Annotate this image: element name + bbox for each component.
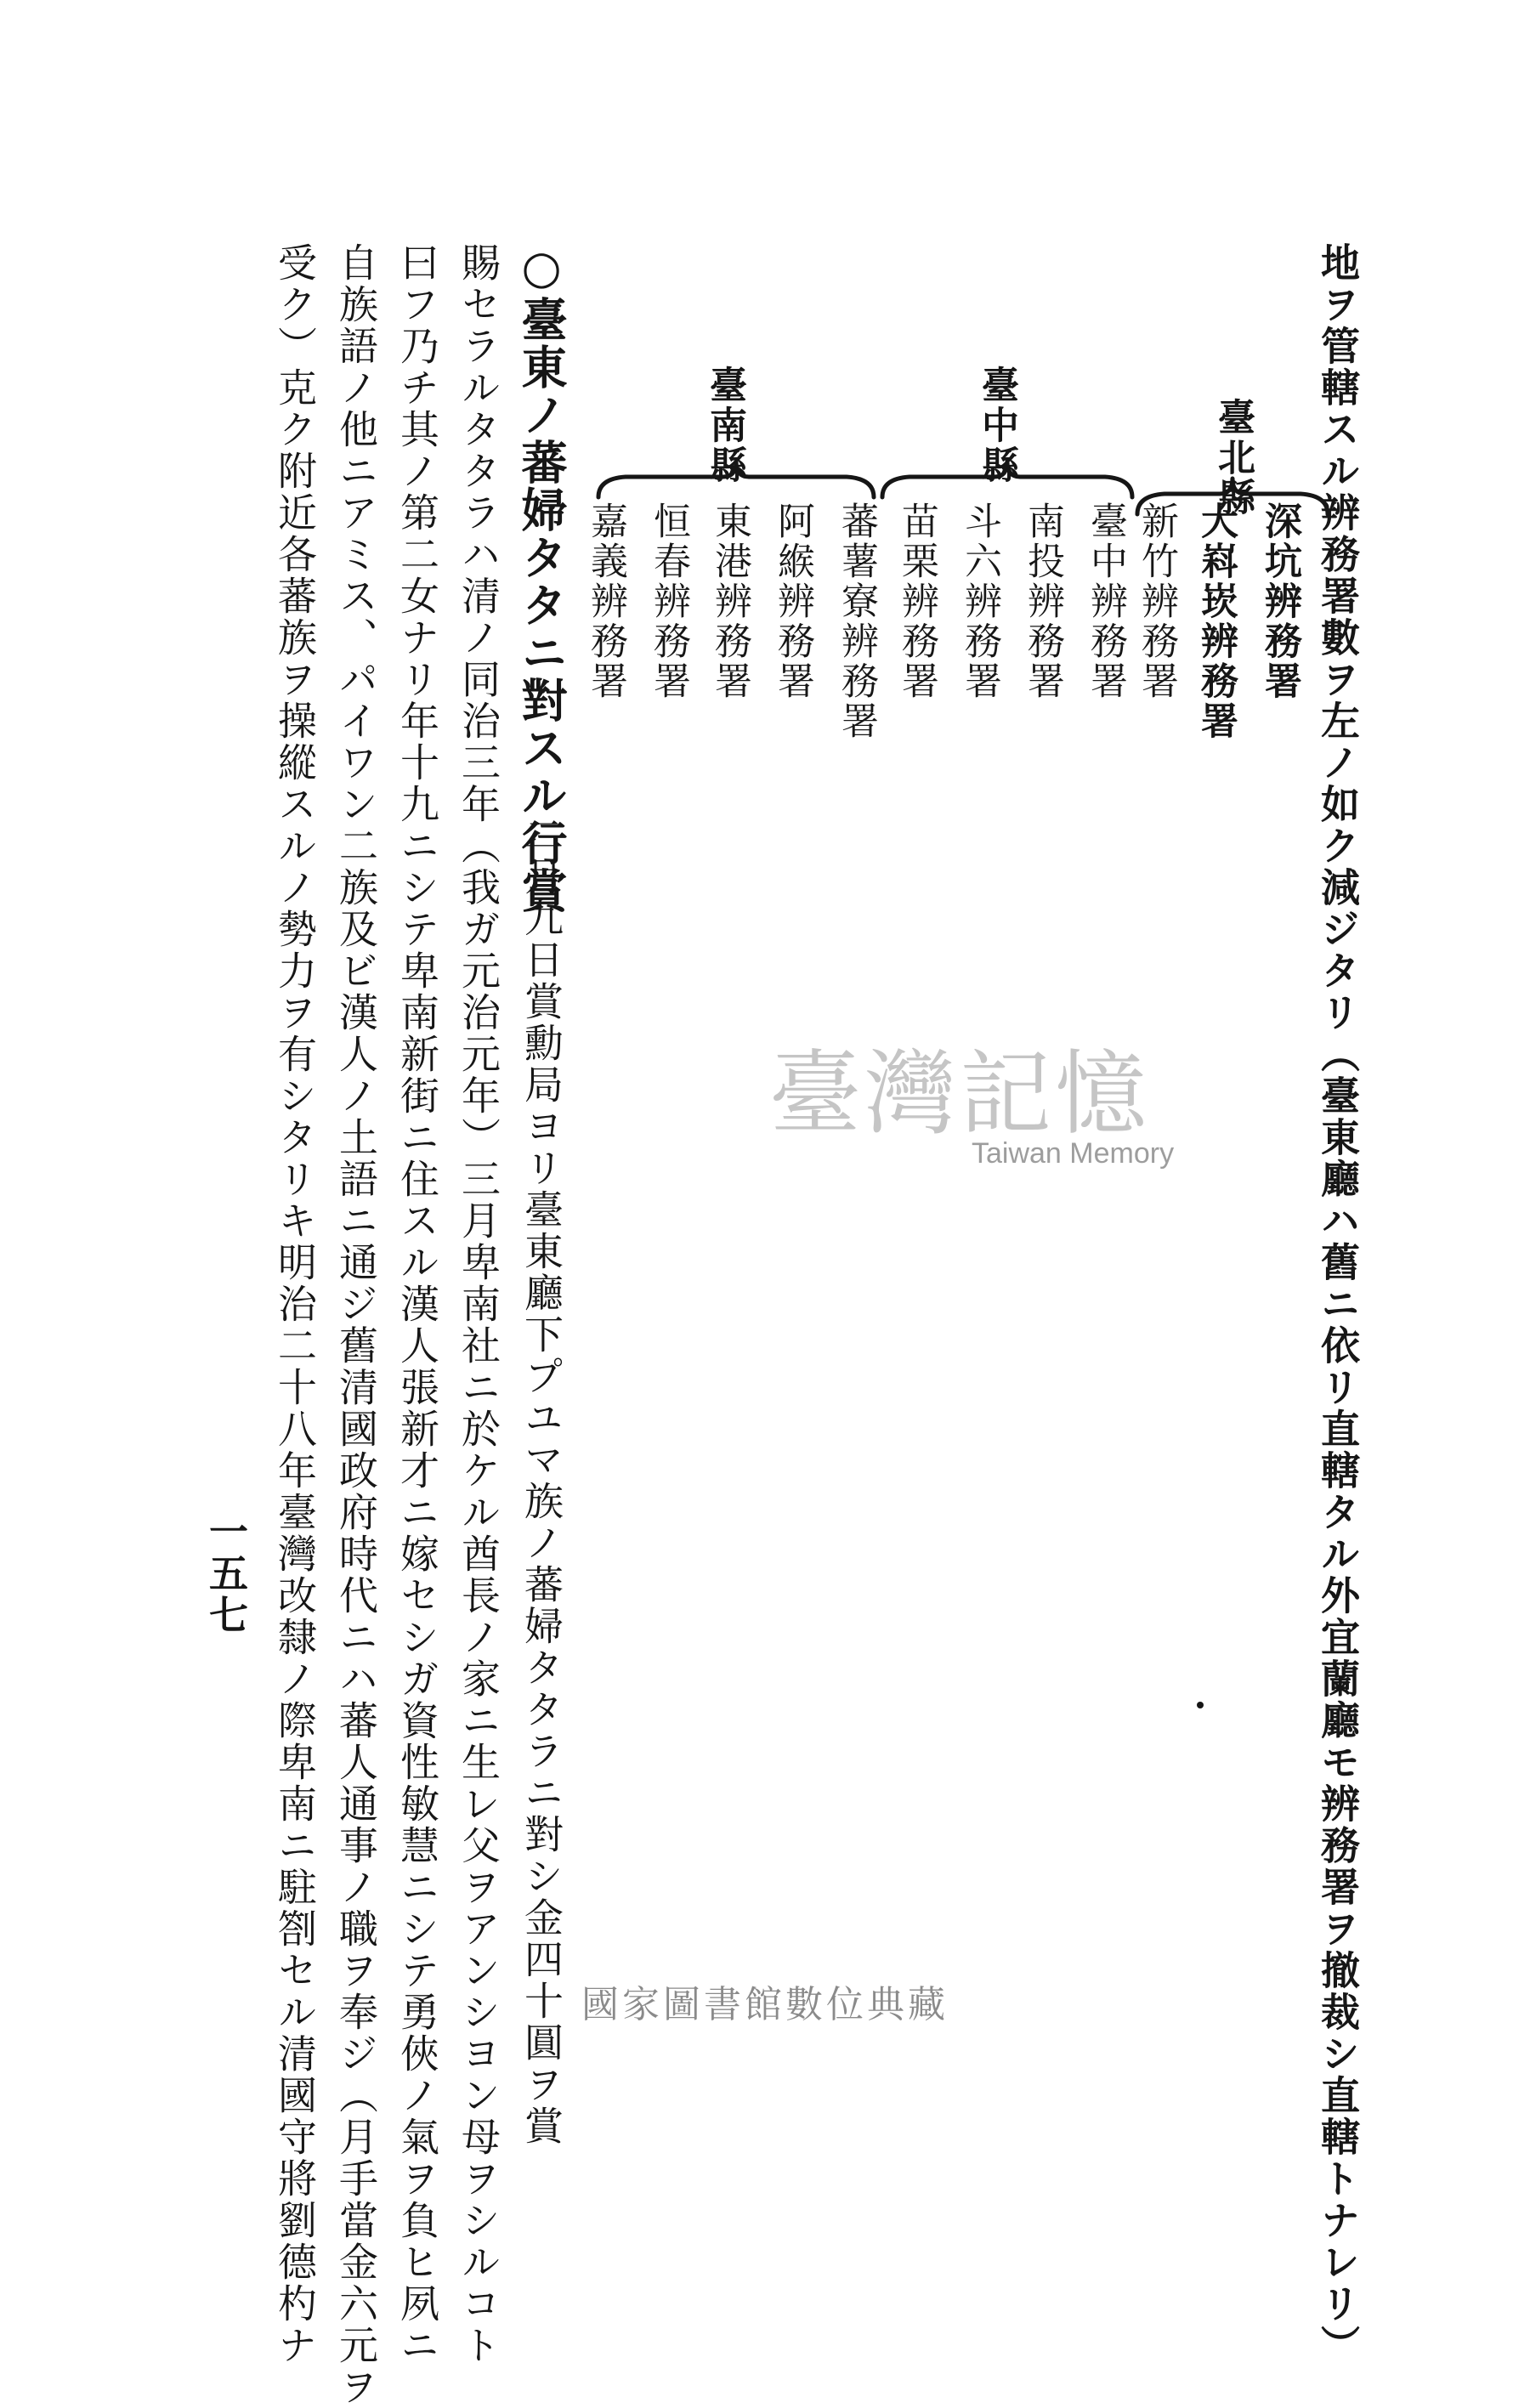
office-koshun: 恒春辨務署	[647, 501, 690, 701]
footer-credit: 國家圖書館數位典藏	[581, 1983, 949, 2026]
county-label-taihoku: 臺北縣	[1211, 398, 1255, 518]
page-number: 一五七	[203, 1511, 249, 1636]
watermark	[769, 1020, 1211, 1190]
article-line-5: 受ク）克ク附近各蕃族ヲ操縱スルノ勢力ヲ有シタリキ明治二十八年臺灣改隸ノ際卑南ニ駐劄セル清國守將劉德杓ナ	[272, 242, 318, 2366]
article-line-2: 賜セラルタタラハ清ノ同治三年（我ガ元治元年）三月卑南社ニ於ケル酋長ノ家ニ生レ父ヲアンシヨン母ヲシルコト	[456, 242, 502, 2366]
office-fukako: 深坑辨務署	[1258, 501, 1301, 701]
county-label-tainan: 臺南縣	[703, 365, 746, 485]
intro-line: 地ヲ管轄スル辨務署數ヲ左ノ如ク減ジタリ（臺東廳ハ舊ニ依リ直轄タル外宜蘭廳モ辨務署ヲ撤裁シ直轄トナレリ）	[1315, 242, 1361, 2366]
ink-dot	[1197, 1702, 1204, 1708]
office-taichu: 臺中辨務署	[1084, 501, 1127, 701]
office-shinchiku: 新竹辨務署	[1135, 501, 1178, 701]
brace-tainan	[592, 455, 881, 506]
office-daikokan: 大嵙崁辨務署	[1194, 501, 1238, 741]
watermark-cjk: 臺灣記憶	[769, 1041, 1151, 1147]
article-line-1: 二月九日賞勳局ヨリ臺東廳下プユマ族ノ蕃婦タタラニ對シ金四十圓ヲ賞	[518, 814, 564, 2147]
office-nanto: 南投辨務署	[1021, 501, 1064, 701]
article-heading: ○臺東ノ蕃婦タタニ對スル行賞	[514, 240, 569, 915]
article-line-3: 曰フ乃チ其ノ第二女ナリ年十九ニシテ卑南新街ニ住スル漢人張新才ニ嫁セシガ資性敏慧ニシテ勇俠ノ氣ヲ負ヒ夙ニ	[394, 242, 440, 2366]
office-toko: 東港辨務署	[708, 501, 751, 701]
county-label-taichu: 臺中縣	[975, 365, 1018, 485]
office-banshoryo: 蕃薯寮辨務署	[835, 501, 878, 741]
brace-taichu	[876, 455, 1139, 506]
office-kagi: 嘉義辨務署	[584, 501, 627, 701]
article-line-4: 自族語ノ他ニアミス、パイワン二族及ビ漢人ノ土語ニ通ジ舊清國政府時代ニハ蕃人通事ノ職ヲ奉ジ（月手當金六元ヲ	[333, 242, 379, 2408]
office-ako: 阿緱辨務署	[771, 501, 814, 701]
watermark-en: Taiwan Memory	[972, 1137, 1175, 1170]
office-toroku: 斗六辨務署	[958, 501, 1001, 701]
office-byoritsu: 苗栗辨務署	[895, 501, 938, 701]
